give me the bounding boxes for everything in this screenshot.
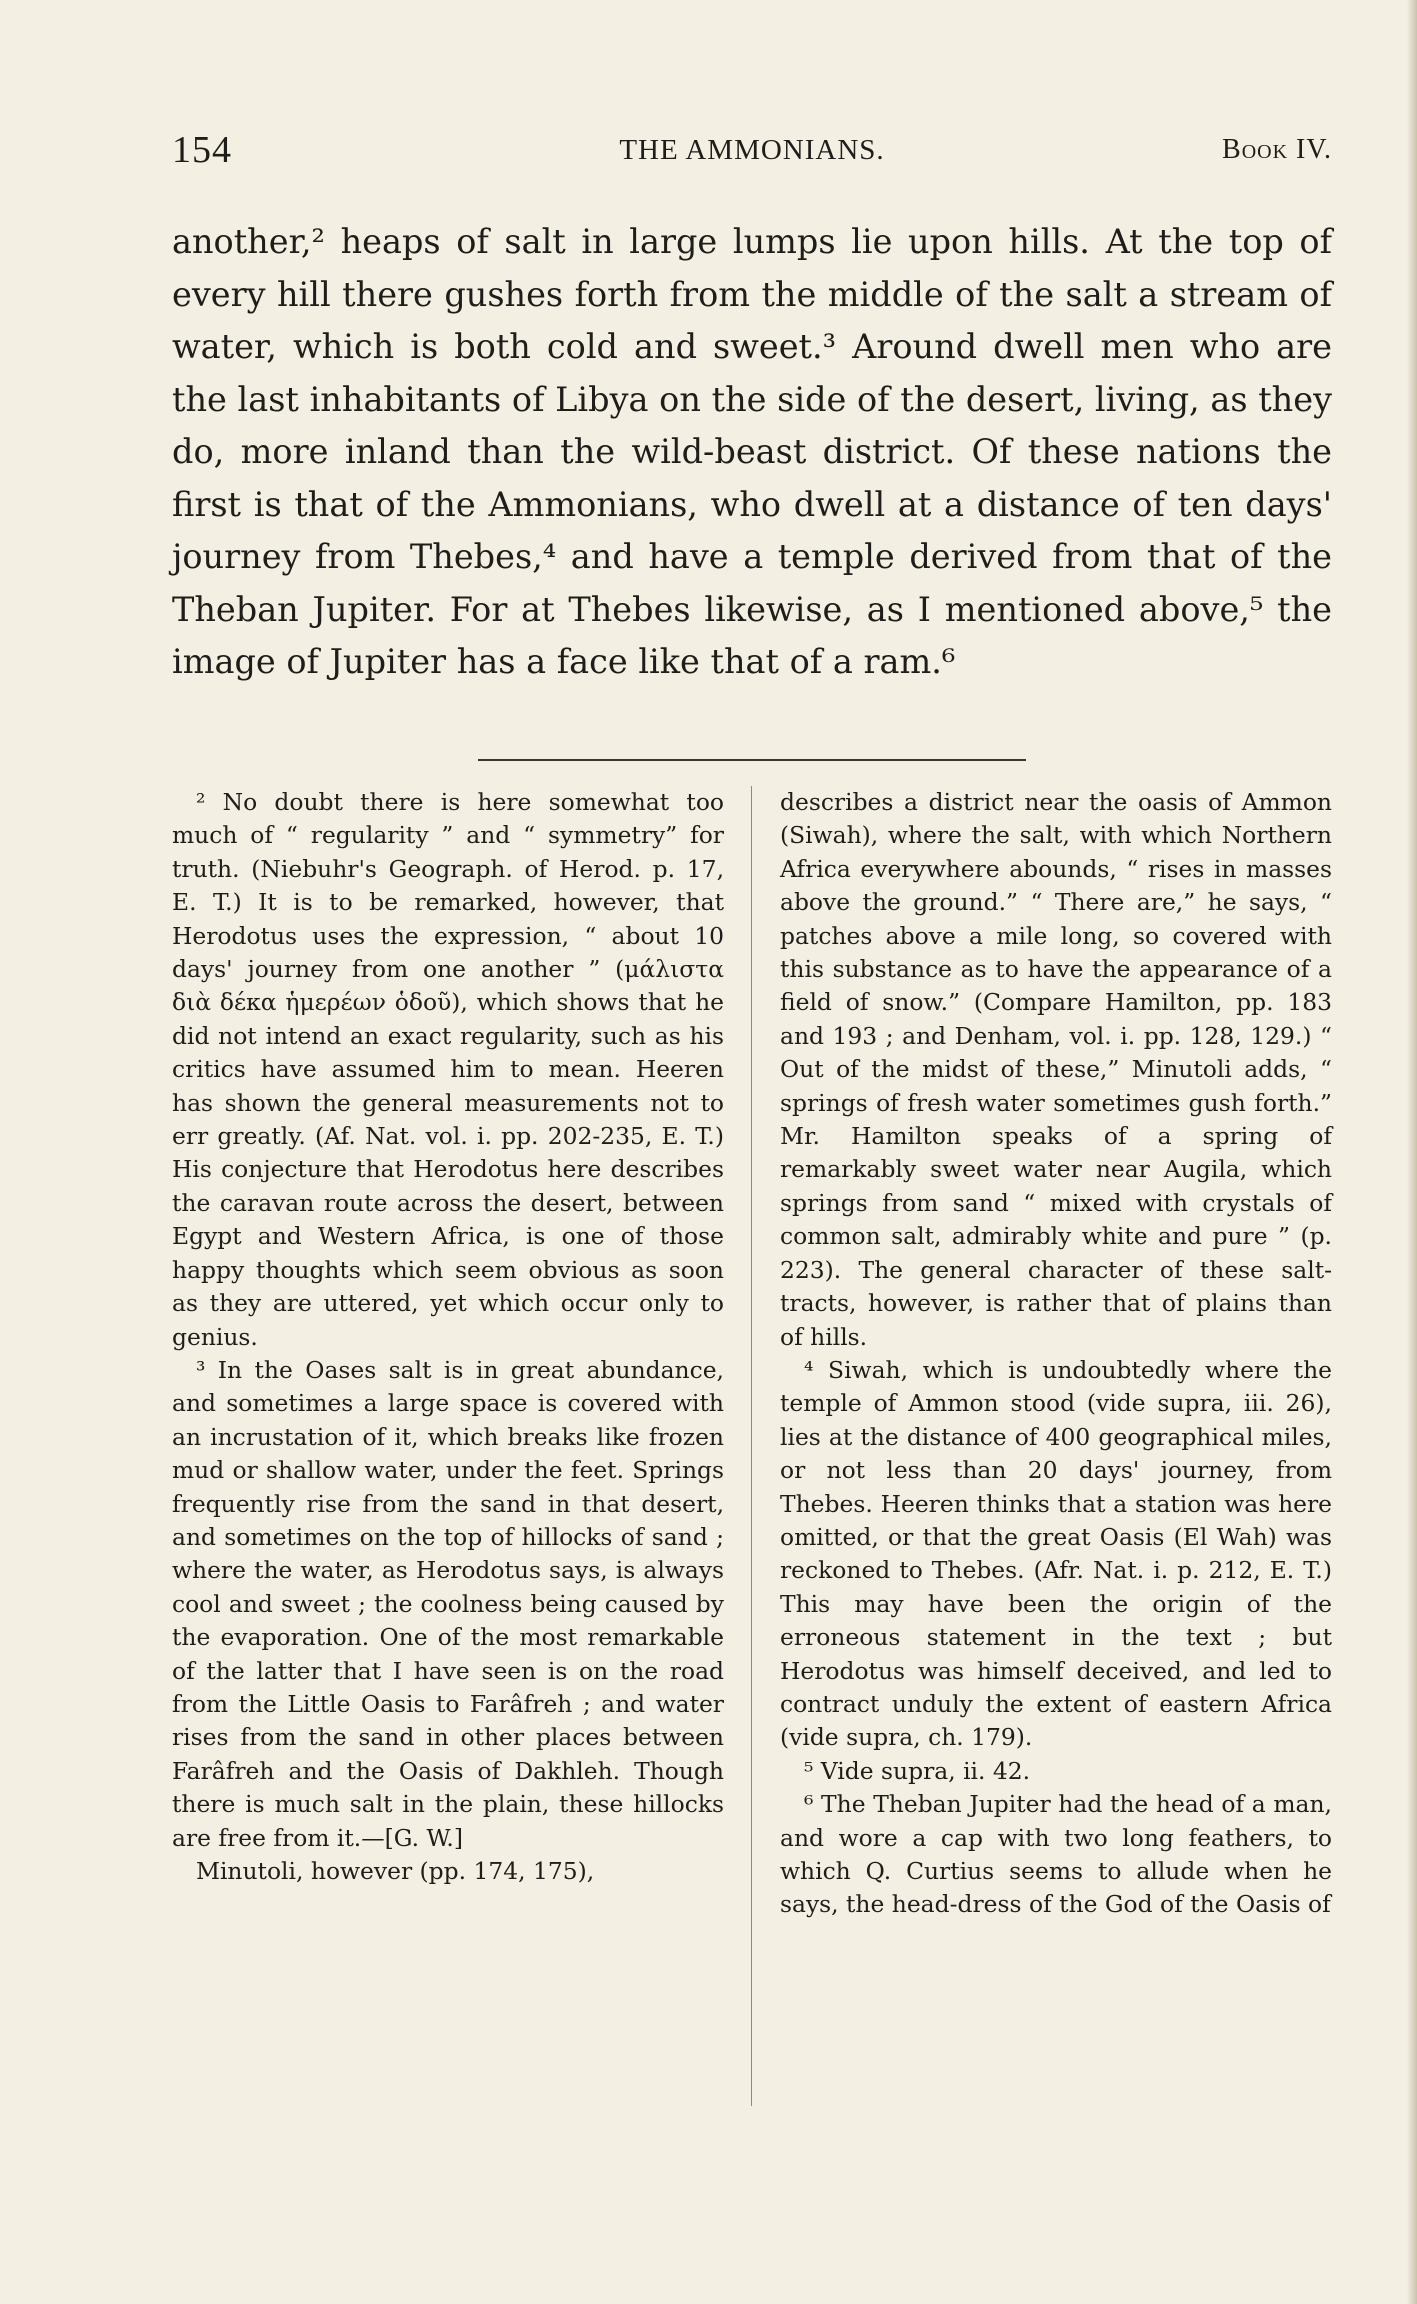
page-edge [1407,0,1417,2304]
main-text [172,216,1332,689]
footnote-5: ⁵ Vide supra, ii. 42. [804,1756,1031,1785]
footnote-3-continued: describes a district near the oasis of Ammon (Siwah), where the salt, with which Northern Africa everywhere abounds, “ rises in masses above the ground.” “ There are,” he says, “ patches above a mile long, so covered with this substance as to have the appearance of a field of snow.” (Compare Hamilton, pp. 183 and 193 ; and Denham, vol. i. pp. 128, 129.) “ Out of the midst of these,” Minutoli adds, “ springs of fresh water sometimes gush forth.” Mr. Hamilton speaks of a spring of remarkably sweet water near Augila, which springs from sand “ mixed with crystals of common salt, admirably white and pure ” (p. 223). The general character of these salt-tracts, however, is rather that of plains than of hills. [780,788,1332,1351]
running-title: THE AMMONIANS. [619,134,885,166]
page-number: 154 [172,129,232,171]
footnote-3: ³ In the Oases salt is in great abundance, and sometimes a large space is covered with an incrustation of it, which breaks like frozen mud or shallow water, under the feet. Springs frequently rise from the sand in that desert, and sometimes on the top of hillocks of sand ; where the water, as Herodotus says, is always cool and sweet ; the coolness being caused by the evaporation. One of the most remarkable of the latter that I have seen is on the road from the Little Oasis to Farâfreh ; and water rises from the sand in other places between Farâfreh and the Oasis of Dakhleh. Though there is much salt in the plain, these hillocks are free from it.—[G. W.] [172,1355,724,1852]
footnote-3-continuation: Minutoli, however (pp. 174, 175), [196,1857,595,1885]
footnote-rule [478,759,1026,761]
footnote-2: ² No doubt there is here somewhat too much of “ regularity ” and “ symmetry” for truth. (Niebuhr's Geograph. of Herod. p. 17, E. T.) It is to be remarked, however, that Herodotus uses the expression, “ about 10 days' journey from one another ” (μάλιστα διὰ δέκα ἡμερέων ὁδοῦ), which shows that he did not intend an exact regularity, such as his critics have assumed him to mean. Heeren has shown the general measurements not to err greatly. (Af. Nat. vol. i. pp. 202-235, E. T.) His conjecture that Herodotus here describes the caravan route across the desert, between Egypt and Western Africa, is one of those happy thoughts which seem obvious as soon as they are uttered, yet which occur only to genius. [172,788,724,1351]
footnote-6: ⁶ The Theban Jupiter had the head of a man, and wore a cap with two long feathers, to which Q. Curtius seems to allude when he says, the head-dress of the God of the Oasis of [780,1790,1332,1919]
column-divider [751,786,752,2106]
footnotes-left-column [172,786,724,1888]
footnote-4: ⁴ Siwah, which is undoubtedly where the temple of Ammon stood (vide supra, iii. 26), lies at the distance of 400 geographical miles, or not less than 20 days' journey, from Thebes. Heeren thinks that a station was here omitted, or that the great Oasis (El Wah) was reckoned to Thebes. (Afr. Nat. i. p. 212, E. T.) This may have been the origin of the erroneous statement in the text ; but Herodotus was himself deceived, and led to contract unduly the extent of eastern Africa (vide supra, ch. 179). [780,1355,1332,1752]
book-label: Book IV. [1222,134,1332,165]
main-paragraph: another,² heaps of salt in large lumps lie upon hills. At the top of every hill there gushes forth from the middle of the salt a stream of water, which is both cold and sweet.³ Around dwell men who are the last inhabitants of Libya on the side of the desert, living, as they do, more inland than the wild-beast district. Of these nations the first is that of the Ammonians, who dwell at a distance of ten days' journey from Thebes,⁴ and have a temple derived from that of the Theban Jupiter. For at Thebes likewise, as I mentioned above,⁵ the image of Jupiter has a face like that of a ram.⁶ [172,222,1332,681]
page-header [172,128,1332,171]
footnotes-right-column [780,786,1332,1922]
